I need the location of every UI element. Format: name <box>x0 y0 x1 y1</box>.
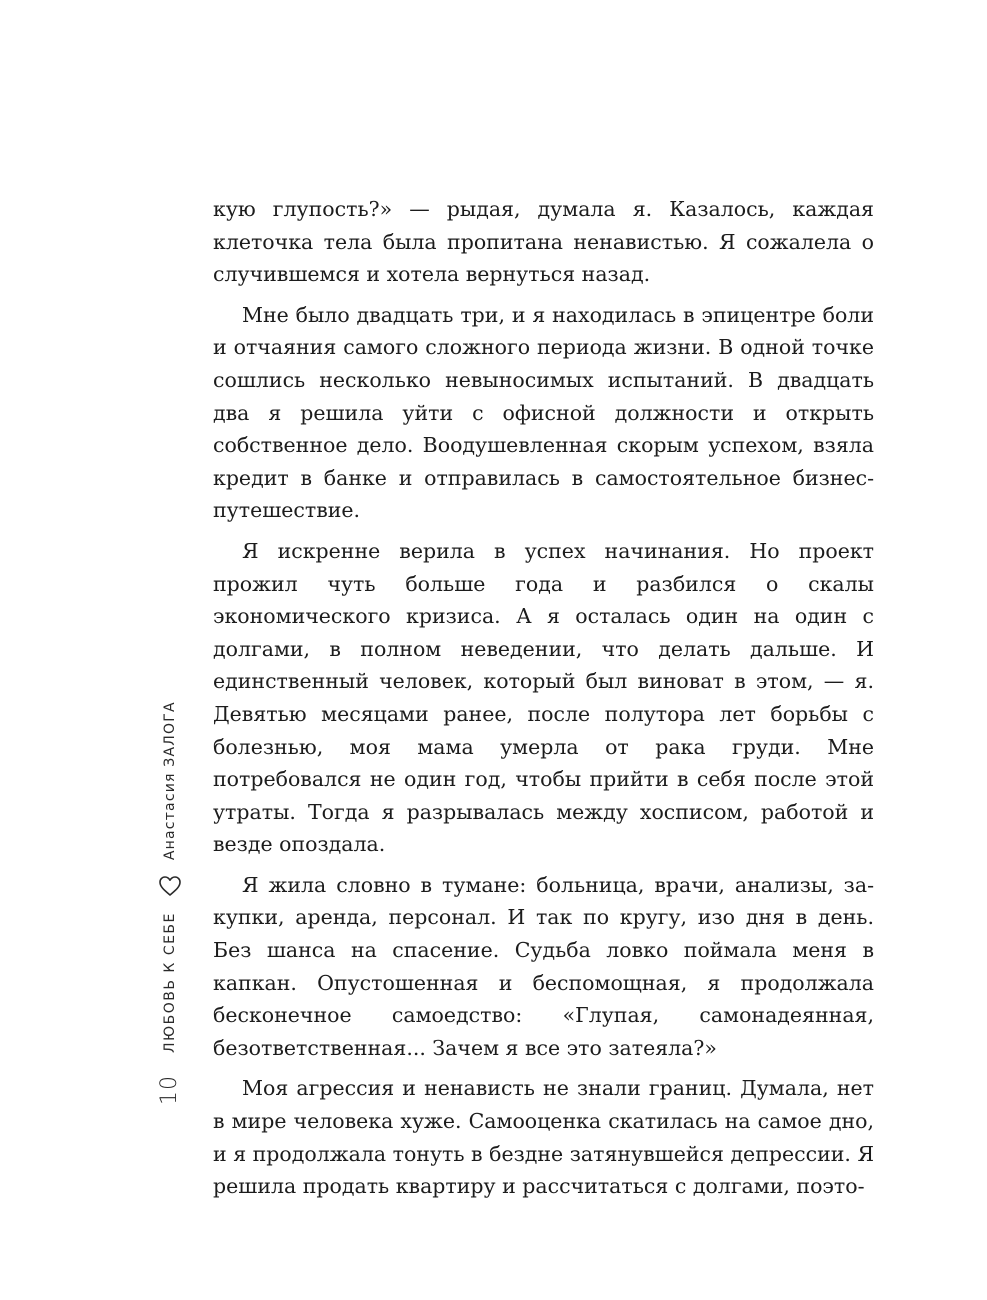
paragraph-1: кую глупость?» — рыдая, думала я. Казалось, каждая клеточка тела была пропитана ненавистью. Я сожалела о случившемся и хотела вернуться назад. <box>213 197 874 287</box>
author-first-name: Анастасия <box>161 772 178 861</box>
author-surname: ЗАЛОГА <box>161 701 178 767</box>
book-title: ЛЮБОВЬ К СЕБЕ <box>161 912 178 1053</box>
paragraph-4: Я жила словно в тумане: больница, врачи, анализы, закупки, аренда, персонал. И так по кругу, изо дня в день. Без шанса на спасение. Судьба ловко поймала меня в капкан. Опустошенная и беспомощная, я продолжала бесконечное самоедство: «Глупая, самонадеянная, безответственная... Зачем я все это затеяла?» <box>213 872 874 1060</box>
paragraph-5: Моя агрессия и ненависть не знали границ. Думала, нет в мире человека хуже. Самооценка скатилась на самое дно, и я продолжала тонуть в бездне затянувшейся депрессии. Я решила продать квартиру и рассчитаться с долгами, поэто- <box>213 1076 874 1199</box>
paragraph-2: Мне было двадцать три, и я находилась в эпицентре боли и отчаяния самого сложного периода жизни. В одной точке сошлись несколько невыносимых испытаний. В двадцать два я решила уйти с офисной должности и открыть собственное дело. Воодушевленная скорым успехом, взяла кредит в банке и отправилась в самостоятельное бизнес-путешествие. <box>213 302 874 523</box>
running-head <box>157 701 182 1105</box>
paragraph-3: Я искренне верила в успех начинания. Но проект прожил чуть больше года и разбился о скалы экономического кризиса. А я осталась один на один с долгами, в полном неведении, что делать дальше. И единственный человек, который был виноват в этом, — я. Девятью месяцами ранее, после полутора лет борьбы с болезнью, моя мама умерла от рака груди. Мне потребовался не один год, чтобы прийти в себя после этой утраты. Тогда я разрывалась между хосписом, работой и везде опоздала. <box>213 538 874 857</box>
author-name <box>162 701 178 860</box>
heart-outline-icon <box>158 875 182 897</box>
page-number: 10 <box>157 1075 182 1105</box>
body-text <box>213 193 874 1211</box>
